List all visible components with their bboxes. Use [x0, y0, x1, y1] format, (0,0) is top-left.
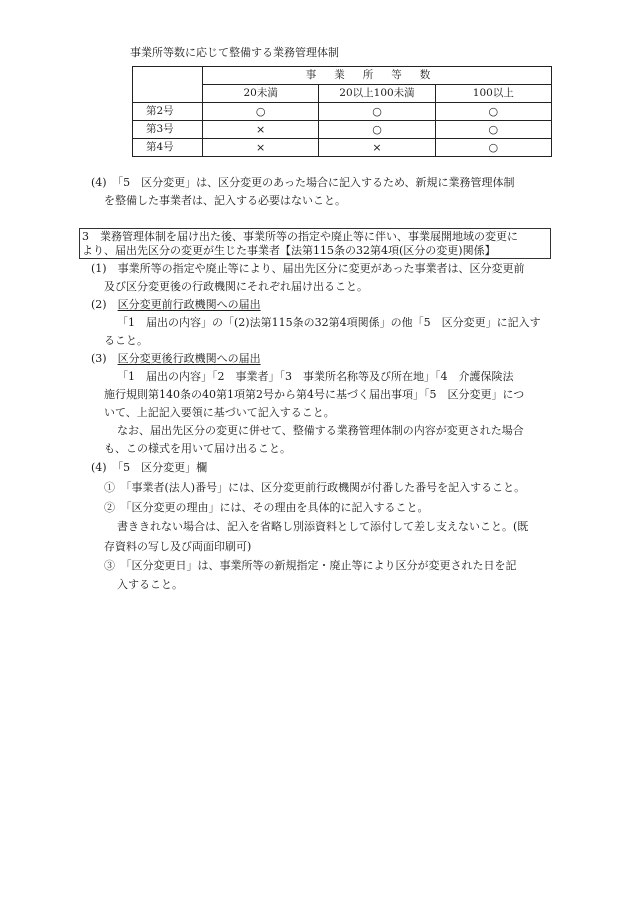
table-cell: ○	[203, 103, 319, 121]
table-row	[133, 121, 552, 139]
table-row	[133, 103, 552, 121]
item-4-sub-1: ① 「事業者(法人)番号」には、区分変更前行政機関が付番した番号を記入すること。	[104, 481, 526, 494]
management-system-table	[132, 66, 552, 157]
table-cell: ○	[319, 103, 435, 121]
table-cell: ×	[203, 121, 319, 139]
section-3-heading-line-1: 3 業務管理体制を届け出た後、事業所等の指定や廃止等に伴い、事業展開地域の変更に	[82, 230, 518, 243]
item-3-title-text: 区分変更後行政機関への届出	[117, 352, 261, 365]
item-4-sub-2: ② 「区分変更の理由」には、その理由を具体的に記入すること。	[104, 501, 429, 514]
row-label: 第2号	[133, 103, 203, 121]
item-4-title: (4) 「5 区分変更」欄	[91, 461, 208, 474]
item-4-sub-2-line-2: 書ききれない場合は、記入を省略し別添資料として添付して差し支えないこと。(既	[117, 520, 529, 533]
table-group-header-row	[133, 67, 552, 85]
item-3-number: (3)	[91, 352, 107, 365]
row-label: 第4号	[133, 139, 203, 157]
column-header: 100以上	[435, 85, 551, 103]
item-2-title-text: 区分変更前行政機関への届出	[117, 298, 261, 311]
column-header: 20以上100未満	[319, 85, 435, 103]
item-3-line-1: 「1 届出の内容」「2 事業者」「3 事業所名称等及び所在地」「4 介護保険法	[117, 370, 514, 383]
item-2-number: (2)	[91, 298, 107, 311]
column-header: 20未満	[203, 85, 319, 103]
item-2-line-2: ること。	[104, 334, 148, 347]
item-3-line-4: なお、届出先区分の変更に併せて、整備する業務管理体制の内容が変更された場合	[117, 424, 524, 437]
table-cell: ○	[435, 139, 551, 157]
section-3-heading-line-2: より、届出先区分の変更が生じた事業者【法第115条の32第4項(区分の変更)関係】	[82, 244, 496, 257]
table-cell: ○	[319, 121, 435, 139]
table-cell: ○	[435, 103, 551, 121]
note-4-line-2: を整備した事業者は、記入する必要はないこと。	[104, 194, 346, 207]
table-caption: 事業所等数に応じて整備する業務管理体制	[130, 46, 339, 59]
table-cell: ×	[203, 139, 319, 157]
row-label: 第3号	[133, 121, 203, 139]
item-3-title	[91, 353, 261, 364]
item-4-sub-2-line-3: 存資料の写し及び両面印刷可)	[104, 540, 252, 553]
table-cell: ○	[435, 121, 551, 139]
item-3-line-3: いて、上記記入要領に基づいて記入すること。	[104, 406, 335, 419]
item-4-sub-3-line-1: ③ 「区分変更日」は、事業所等の新規指定・廃止等により区分が変更された日を記	[104, 559, 517, 572]
table-corner-cell	[133, 67, 203, 103]
table-group-header: 事業所等数	[203, 67, 552, 85]
item-1-line-1: (1) 事業所等の指定や廃止等により、届出先区分に変更があった事業者は、区分変更前	[91, 262, 525, 275]
note-4-line-1: (4) 「5 区分変更」は、区分変更のあった場合に記入するため、新規に業務管理体制	[91, 176, 515, 189]
table-row	[133, 139, 552, 157]
item-3-line-2: 施行規則第140条の40第1項第2号から第4号に基づく届出事項」「5 区分変更」につ	[104, 388, 525, 401]
item-4-sub-3-line-2: 入すること。	[117, 578, 183, 591]
item-3-line-5: も、この様式を用いて届け出ること。	[104, 442, 291, 455]
table-cell: ×	[319, 139, 435, 157]
item-2-line-1: 「1 届出の内容」の「(2)法第115条の32第4項関係」の他「5 区分変更」に記入す	[117, 316, 541, 329]
item-2-title	[91, 299, 261, 310]
item-1-line-2: 及び区分変更後の行政機関にそれぞれ届け出ること。	[104, 280, 368, 293]
